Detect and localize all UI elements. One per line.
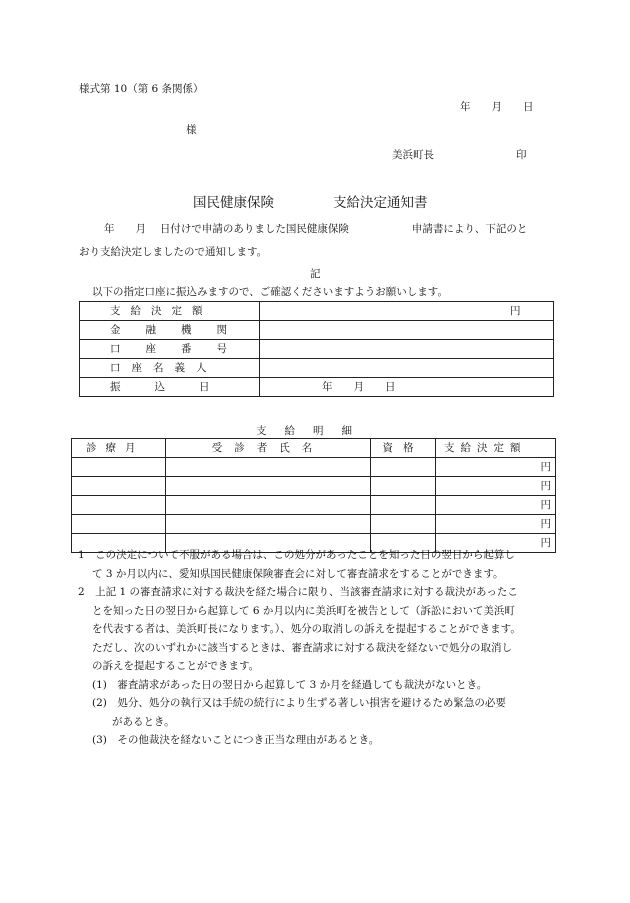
table-row — [80, 321, 554, 340]
note-2-cont-3: ただし、次のいずれかに該当するときは、審査請求に対する裁決を経ないで処分の取消し — [92, 641, 512, 654]
issue-date: 年 月 日 — [460, 101, 534, 113]
note-1-cont: て 3 か月以内に、愛知県国民健康保険審査会に対して審査請求をすることができます。 — [92, 567, 504, 580]
table-row — [72, 515, 556, 534]
table-row — [72, 477, 556, 496]
label-bank: 金融機関 — [80, 321, 260, 340]
detail-caption: 支給明細 — [256, 425, 370, 437]
table-row — [80, 302, 554, 321]
note-item-2-cont: があるとき。 — [112, 715, 175, 728]
header-month: 診療月 — [72, 439, 166, 458]
header-amount: 支給決定額 — [436, 439, 556, 458]
table-row — [80, 359, 554, 378]
notes — [78, 546, 558, 750]
addressee-suffix: 様 — [186, 124, 197, 136]
note-item-2: (2) 処分、処分の執行又は手続の続行により生ずる著しい損害を避けるため緊急の必要 — [92, 697, 506, 709]
value-account-holder — [260, 359, 554, 378]
value-bank — [260, 321, 554, 340]
title-part2: 支給決定通知書 — [333, 195, 428, 211]
table-row — [80, 378, 554, 397]
note-2-cont-2: を代表する者は、美浜町長になります。）、処分の取消しの訴えを提起することができます。 — [92, 623, 521, 635]
value-transfer-date: 年 月 日 — [260, 378, 554, 397]
issuer-name: 美浜町長 — [392, 149, 434, 161]
yen-cell: 円 — [436, 534, 556, 553]
header-patient: 受診者氏名 — [166, 439, 371, 458]
note-item-3: (3) その他裁決を経ないことにつき正当な理由があるとき。 — [92, 734, 380, 746]
intro-line-2: おり支給決定しましたので通知します。 — [79, 246, 268, 258]
transfer-notice: 以下の指定口座に振込みますので、ご確認くださいますようお願いします。 — [92, 286, 448, 298]
note-2: 2 上記 1 の審査請求に対する裁決を経た場合に限り、当該審査請求に対する裁決があったこ — [78, 586, 518, 598]
table-header-row — [72, 439, 556, 458]
form-number: 様式第 10（第 6 条関係） — [79, 83, 204, 95]
table-row — [72, 458, 556, 477]
yen-cell: 円 — [436, 477, 556, 496]
title-part1: 国民健康保険 — [193, 195, 274, 211]
yen-cell: 円 — [436, 496, 556, 515]
yen-cell: 円 — [436, 458, 556, 477]
label-transfer-date: 振込日 — [80, 378, 260, 397]
detail-table — [71, 438, 556, 553]
value-account-number — [260, 340, 554, 359]
header-qualification: 資格 — [371, 439, 436, 458]
ki-mark: 記 — [310, 268, 321, 280]
note-item-1: (1) 審査請求があった日の翌日から起算して 3 か月を経過しても裁決がないとき。 — [92, 678, 488, 691]
label-account-number: 口座番号 — [80, 340, 260, 359]
value-amount: 円 — [260, 302, 554, 321]
label-account-holder: 口座名義人 — [80, 359, 260, 378]
yen-cell: 円 — [436, 515, 556, 534]
intro-line-1: 年 月 日付けで申請のありました国民健康保険 申請書により、下記のと — [104, 223, 528, 235]
account-table — [79, 301, 554, 397]
table-row — [72, 496, 556, 515]
table-row — [80, 340, 554, 359]
label-amount: 支給決定額 — [80, 302, 260, 321]
seal-mark: 印 — [516, 149, 527, 161]
note-2-cont-4: の訴えを提起することができます。 — [92, 660, 260, 672]
note-1: 1 この決定について不服がある場合は、この処分があったことを知った日の翌日から起算し — [78, 549, 515, 561]
note-2-cont-1: とを知った日の翌日から起算して 6 か月以内に美浜町を被告として（訴訟において美浜町 — [92, 604, 515, 617]
